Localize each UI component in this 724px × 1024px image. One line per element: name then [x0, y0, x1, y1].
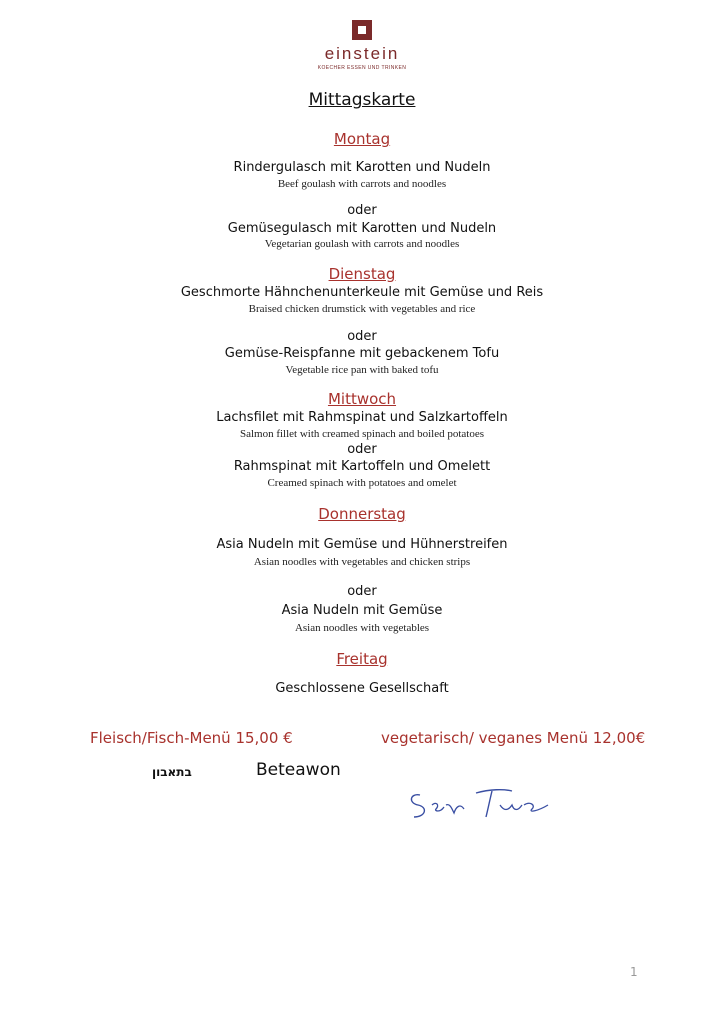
dish-title: Geschmorte Hähnchenunterkeule mit Gemüse und Reis	[180, 285, 544, 300]
greeting-hebrew: בתאבון	[152, 765, 192, 779]
dish-translation: Braised chicken drumstick with vegetables and rice	[248, 303, 476, 315]
price-meat-fish: Fleisch/Fisch-Menü 15,00 €	[90, 729, 293, 747]
dish-translation: Vegetarian goulash with carrots and noodles	[264, 238, 460, 250]
dish-translation: Asian noodles with vegetables and chicken strips	[253, 556, 471, 568]
day-heading-freitag: Freitag	[336, 650, 388, 668]
dish-translation: Creamed spinach with potatoes and omelet	[267, 477, 457, 489]
dish-translation: Salmon fillet with creamed spinach and boiled potatoes	[239, 428, 485, 440]
closed-note: Geschlossene Gesellschaft	[275, 681, 449, 696]
dish-title: Asia Nudeln mit Gemüse	[281, 603, 443, 618]
dish-translation: Asian noodles with vegetables	[294, 622, 430, 634]
dish-translation: Beef goulash with carrots and noodles	[277, 178, 447, 190]
day-heading-donnerstag: Donnerstag	[318, 505, 406, 523]
logo-wordmark: einstein	[324, 44, 400, 63]
dish-title: Lachsfilet mit Rahmspinat und Salzkartoffeln	[216, 410, 508, 425]
page-number: 1	[630, 965, 638, 979]
dish-title: Rindergulasch mit Karotten und Nudeln	[233, 160, 491, 175]
day-heading-dienstag: Dienstag	[328, 265, 396, 283]
logo-tagline: KOECHER ESSEN UND TRINKEN	[317, 65, 407, 71]
day-heading-mittwoch: Mittwoch	[327, 390, 397, 408]
separator-oder: oder	[347, 203, 377, 218]
page-title: Mittagskarte	[308, 90, 416, 110]
day-heading-montag: Montag	[333, 130, 391, 148]
logo-square-icon	[352, 20, 372, 40]
separator-oder: oder	[347, 584, 377, 599]
dish-translation: Vegetable rice pan with baked tofu	[285, 364, 439, 376]
separator-oder: oder	[347, 442, 377, 457]
greeting-latin: Beteawon	[256, 760, 341, 780]
signature-image	[400, 775, 560, 830]
price-vegetarian: vegetarisch/ veganes Menü 12,00€	[381, 729, 646, 747]
dish-title: Asia Nudeln mit Gemüse und Hühnerstreifen	[216, 537, 508, 552]
dish-title: Rahmspinat mit Kartoffeln und Omelett	[233, 459, 491, 474]
separator-oder: oder	[347, 329, 377, 344]
dish-title: Gemüsegulasch mit Karotten und Nudeln	[227, 221, 497, 236]
dish-title: Gemüse-Reispfanne mit gebackenem Tofu	[224, 346, 500, 361]
brand-logo	[0, 20, 724, 71]
